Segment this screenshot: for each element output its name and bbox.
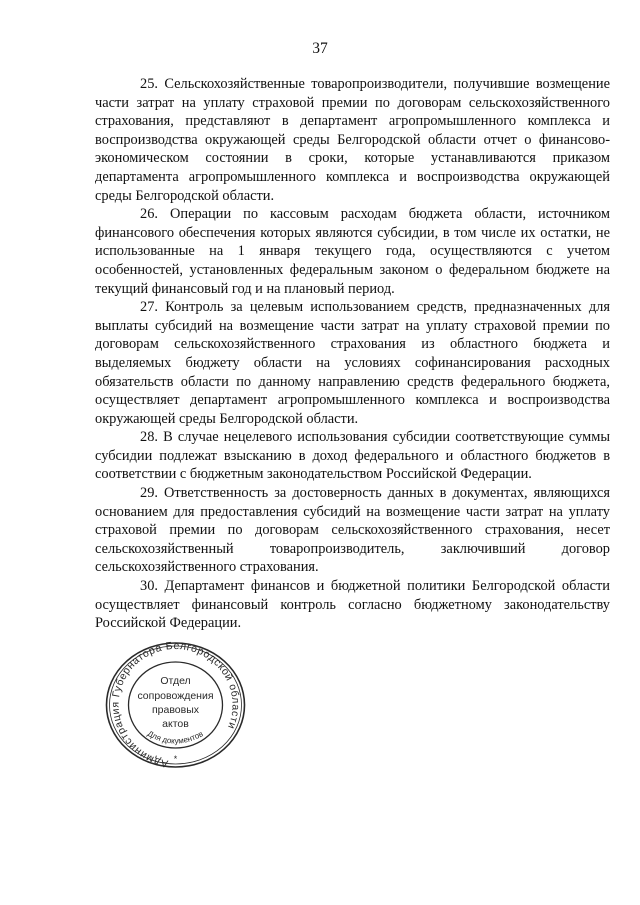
document-body [95, 75, 610, 633]
stamp-center-line-2: сопровождения [137, 690, 214, 702]
page-number: 37 [312, 40, 328, 57]
paragraph-26: 26. Операции по кассовым расходам бюджета области, источником финансового обеспечения которых являются субсидии, в том числе их остатки, не использованные на 1 января текущего года, осуществляются с учетом особенностей, установленных федеральным законом о федеральном бюджете на текущий финансовый год и на плановый период. [95, 206, 610, 297]
stamp-star-icon: * [173, 754, 178, 764]
official-stamp [103, 640, 248, 770]
stamp-center-line-4: актов [162, 718, 189, 730]
paragraph-28: 28. В случае нецелевого использования субсидии соответствующие суммы субсидии подлежат взысканию в доход федерального и областного бюджетов в соответствии с бюджетным законодательством Российской Федерации. [95, 429, 610, 483]
paragraph-27: 27. Контроль за целевым использованием средств, предназначенных для выплаты субсидий на возмещение части затрат на уплату страховой премии по договорам сельскохозяйственного страхования из областного бюджета и выделяемых бюджету области на условиях софинансирования расходных обязательств области по данному направлению средств федерального бюджета, осуществляет департамент агропромышленного комплекса и воспроизводства окружающей среды Белгородской области. [95, 299, 610, 427]
stamp-seal [103, 640, 248, 770]
stamp-inner-text: Для документов [145, 728, 205, 746]
paragraph-30: 30. Департамент финансов и бюджетной политики Белгородской области осуществляет финансовый контроль согласно бюджетному законодательству Российской Федерации. [95, 578, 610, 632]
paragraph-25: 25. Сельскохозяйственные товаропроизводители, получившие возмещение части затрат на уплату страховой премии по договорам сельскохозяйственного страхования, представляют в департамент агропромышленного комплекса и воспроизводства окружающей среды Белгородской области отчет о финансово-экономическом состоянии в сроки, которые устанавливаются приказом департамента агропромышленного комплекса и воспроизводства окружающей среды Белгородской области. [95, 76, 610, 204]
stamp-ring-text: Администрация Губернатора Белгородской области [109, 640, 242, 770]
stamp-center-line-1: Отдел [160, 675, 191, 687]
stamp-center-line-3: правовых [151, 704, 200, 716]
paragraph-29: 29. Ответственность за достоверность данных в документах, являющихся основанием для предоставления субсидий на возмещение части затрат на уплату страховой премии по договорам сельскохозяйственного страхования, несет сельскохозяйственный товаропроизводитель, заключивший договор сельскохозяйственного страхования. [95, 485, 610, 576]
